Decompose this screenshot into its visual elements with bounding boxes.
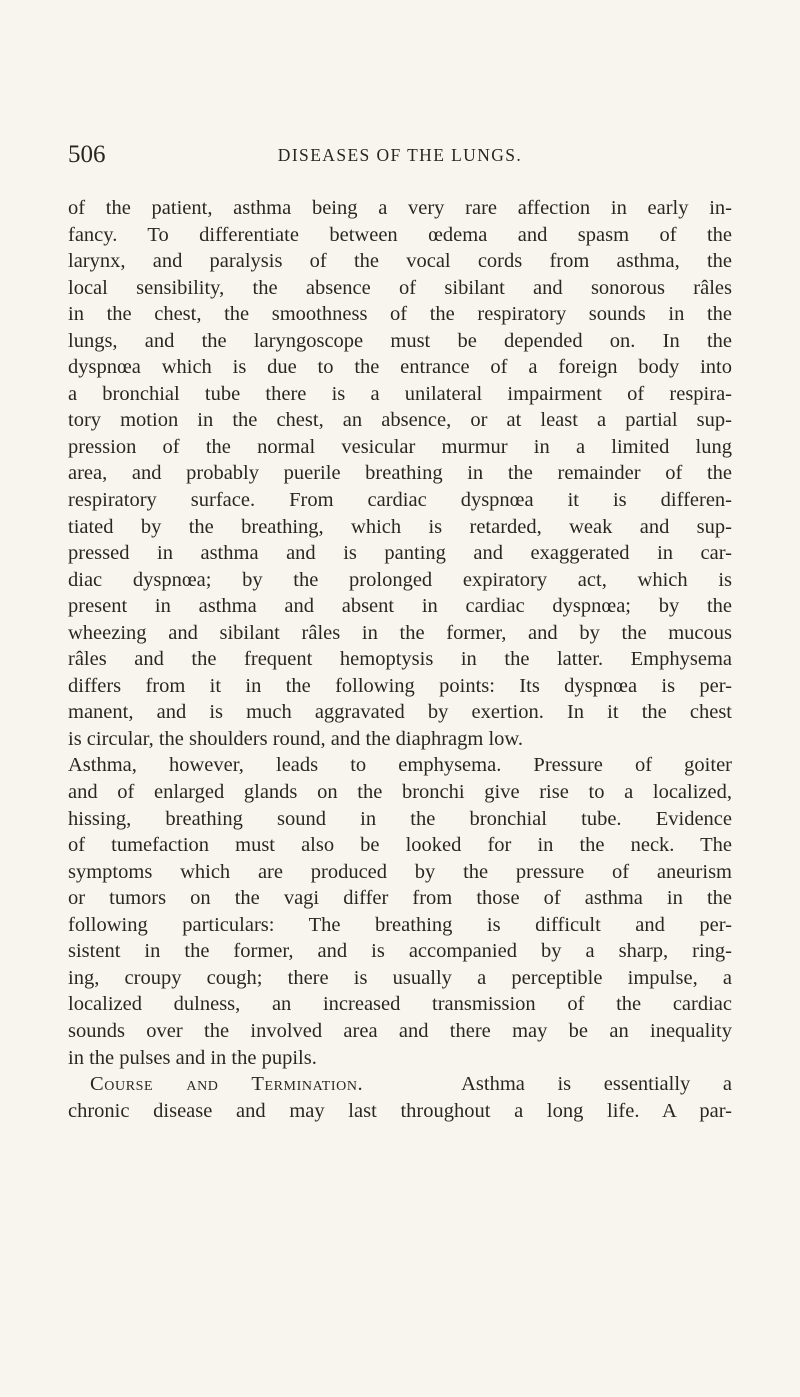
text-line: dyspnœa which is due to the entrance of a foreign body into [68,356,732,379]
text-line: fancy. To differentiate between œdema and spasm of the [68,223,732,246]
text-line: of tumefaction must also be looked for in the neck. The [68,834,732,857]
text-line: chronic disease and may last throughout a long life. A par- [68,1099,732,1122]
section-heading: Course and Termination. [90,1073,364,1096]
text-line: pression of the normal vesicular murmur in a limited lung [68,435,732,458]
text-line: diac dyspnœa; by the prolonged expiratory act, which is [68,568,732,591]
text-line: tory motion in the chest, an absence, or at least a partial sup- [68,409,732,432]
text-line: or tumors on the vagi differ from those of asthma in the [68,887,732,910]
text-line: sounds over the involved area and there may be an inequality [68,1019,732,1042]
body-text [68,195,732,1124]
text-line: pressed in asthma and is panting and exaggerated in car- [68,542,732,565]
text-line: in the chest, the smoothness of the respiratory sounds in the [68,303,732,326]
text-line: localized dulness, an increased transmission of the cardiac [68,993,732,1016]
text-line: is circular, the shoulders round, and the diaphragm low. [68,727,523,750]
text-line: tiated by the breathing, which is retarded, weak and sup- [68,515,732,538]
text-line: area, and probably puerile breathing in the remainder of the [68,462,732,485]
text-line: wheezing and sibilant râles in the former, and by the mucous [68,621,732,644]
text-line: Asthma, however, leads to emphysema. Pressure of goiter [68,754,732,777]
page-header [68,140,732,174]
section-line [68,1071,732,1098]
text-line: sistent in the former, and is accompanied by a sharp, ring- [68,940,732,963]
text-line: following particulars: The breathing is difficult and per- [68,913,732,936]
text-line: manent, and is much aggravated by exertion. In it the chest [68,701,732,724]
text-line: differs from it in the following points: Its dyspnœa is per- [68,674,732,697]
running-head: DISEASES OF THE LUNGS. [277,145,523,165]
text-line: lungs, and the laryngoscope must be depended on. In the [68,329,732,352]
text-line: larynx, and paralysis of the vocal cords from asthma, the [68,250,732,273]
text-line: and of enlarged glands on the bronchi give rise to a localized, [68,781,732,804]
text-line: symptoms which are produced by the pressure of aneurism [68,860,732,883]
text-line: in the pulses and in the pupils. [68,1046,317,1069]
text-line: hissing, breathing sound in the bronchial tube. Evidence [68,807,732,830]
text-line: a bronchial tube there is a unilateral impairment of respira- [68,382,732,405]
text-line: present in asthma and absent in cardiac dyspnœa; by the [68,595,732,618]
text-line: respiratory surface. From cardiac dyspnœa it is differen- [68,489,732,512]
text-line: local sensibility, the absence of sibilant and sonorous râles [68,276,732,299]
text-line: râles and the frequent hemoptysis in the latter. Emphysema [68,648,732,671]
text-line: of the patient, asthma being a very rare affection in early in- [68,197,732,219]
page-number: 506 [68,141,106,168]
text-line: ing, croupy cough; there is usually a perceptible impulse, a [68,966,732,989]
section-text: Asthma is essentially a [461,1073,732,1096]
